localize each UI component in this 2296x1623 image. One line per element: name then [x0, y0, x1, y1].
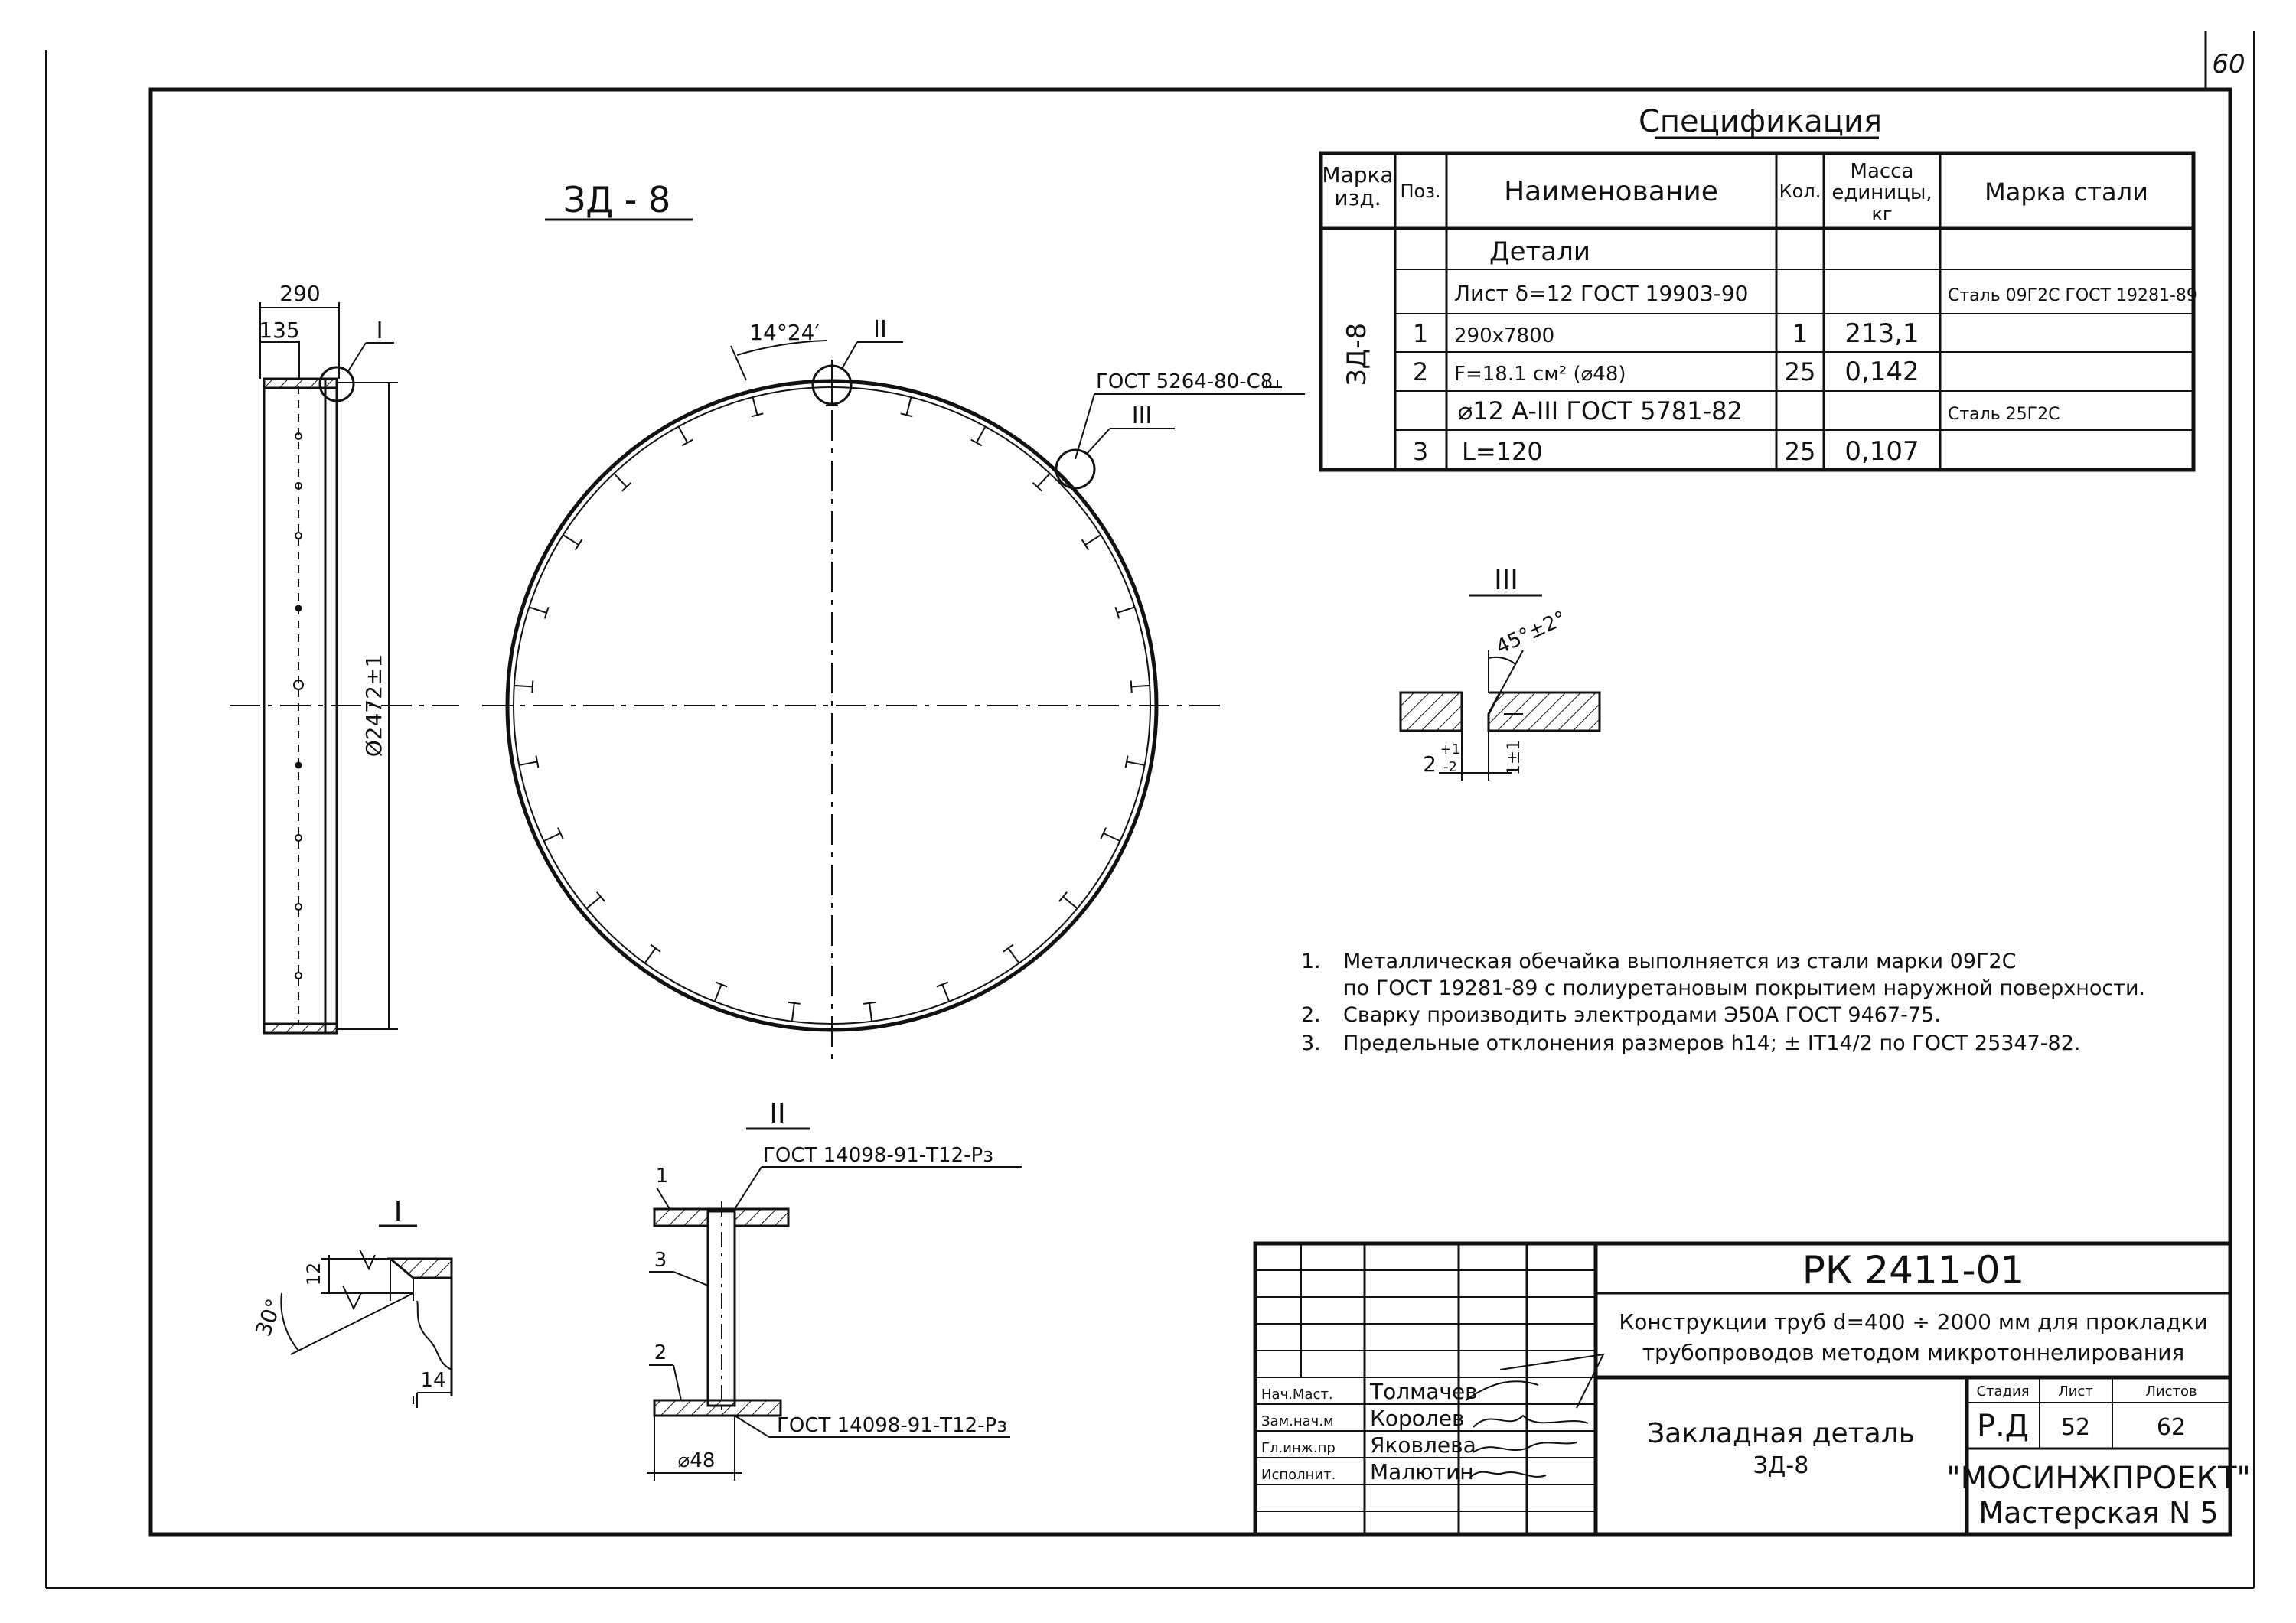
signature-1-icon	[1466, 1354, 1603, 1408]
stud-mark	[971, 426, 986, 445]
sheet-label: Лист	[2058, 1383, 2093, 1400]
spec-header-pos: Поз.	[1400, 181, 1441, 202]
detail-II-pos3: 3	[654, 1249, 667, 1272]
stud-mark	[644, 944, 660, 963]
detail-I-dim-14: 14	[420, 1369, 446, 1392]
spec-header-mark-2: изд.	[1334, 185, 1381, 210]
spec-row-mass: 0,107	[1844, 436, 1919, 467]
spec-header-mark-1: Марка	[1322, 162, 1394, 187]
callout-I-label: I	[376, 318, 383, 344]
stud-mark	[529, 607, 548, 618]
ring-view	[482, 316, 1305, 1064]
stud-mark	[519, 756, 538, 768]
spec-row-name: Лист δ=12 ГОСТ 19903-90	[1454, 281, 1749, 306]
note-text: Предельные отклонения размеров h14; ± IT14/2 по ГОСТ 25347-82.	[1343, 1031, 2081, 1055]
spec-title: Спецификация	[1638, 104, 1883, 139]
staff-name: Королев	[1370, 1406, 1465, 1431]
spec-row-name: ⌀12 A-III ГОСТ 5781-82	[1458, 396, 1743, 425]
ring-angle: 14°24′	[749, 320, 820, 345]
staff-role: Гл.инж.пр	[1261, 1440, 1336, 1456]
detail-III-root: 1±1	[1505, 739, 1524, 776]
detail-II-title: II	[769, 1098, 786, 1129]
stud-mark	[752, 397, 763, 416]
stage-label: Стадия	[1976, 1383, 2030, 1400]
dim-diameter: Ø2472±1	[361, 653, 386, 758]
spec-row-steel: Сталь 25Г2С	[1948, 405, 2060, 424]
spec-row-qty: 25	[1784, 437, 1816, 466]
spec-row-qty: 1	[1792, 319, 1808, 348]
spec-row-pos: 1	[1412, 319, 1429, 348]
note-text: по ГОСТ 19281-89 с полиуретановым покрытием наружной поверхности.	[1343, 976, 2146, 1000]
note-text: Сварку производить электродами Э50А ГОСТ 9467-75.	[1343, 1003, 1941, 1027]
stud-mark	[1082, 535, 1101, 550]
stud-mark	[586, 892, 605, 908]
staff-name: Яковлева	[1370, 1432, 1476, 1458]
detail-III-angle: 45°±2°	[1492, 606, 1570, 660]
stage-value: Р.Д	[1976, 1409, 2030, 1444]
staff-name: Малютин	[1370, 1459, 1474, 1484]
organization: "МОСИНЖПРОЕКТ"	[1946, 1461, 2251, 1496]
notes	[1301, 950, 2145, 1055]
stud-mark	[1126, 756, 1145, 768]
stud-mark	[863, 1002, 876, 1022]
detail-I-dim-12: 12	[303, 1262, 325, 1286]
stud-mark	[679, 426, 693, 445]
ring-weld-note: ГОСТ 5264-80-С8	[1096, 370, 1274, 393]
stud-mark	[788, 1002, 801, 1022]
signature-4-icon	[1469, 1472, 1546, 1478]
detail-II-pos2: 2	[654, 1341, 667, 1364]
detail-III-gap-tol-top: +1	[1440, 741, 1461, 758]
dim-290: 290	[279, 281, 321, 306]
drawing-name-2: ЗД-8	[1753, 1452, 1809, 1479]
staff-role: Зам.нач.м	[1261, 1413, 1334, 1429]
detail-I-bevel	[390, 1259, 452, 1278]
detail-III-plate-left	[1401, 693, 1462, 731]
stud-mark	[1059, 892, 1078, 908]
staff-role: Исполнит.	[1261, 1467, 1336, 1483]
signature-3-icon	[1473, 1442, 1577, 1452]
callout-circle-III	[1056, 450, 1094, 488]
stud-mark	[544, 828, 563, 841]
stud-mark	[614, 474, 631, 491]
sheet-number: 60	[2212, 49, 2245, 80]
detail-II	[647, 1098, 1022, 1481]
spec-header-name: Наименование	[1504, 176, 1718, 207]
note-number: 1.	[1301, 950, 1321, 973]
detail-I-title: I	[393, 1196, 403, 1227]
stud-mark	[1115, 607, 1134, 618]
spec-mark-value: ЗД-8	[1342, 322, 1372, 386]
stud-mark	[1033, 474, 1050, 491]
detail-III-gap-tol-bottom: -2	[1443, 759, 1457, 775]
sheets-label: Листов	[2145, 1383, 2197, 1400]
drawing-name-1: Закладная деталь	[1647, 1418, 1915, 1449]
sheet-value: 52	[2060, 1414, 2091, 1441]
detail-I	[250, 1196, 452, 1408]
callout-III-label: III	[1131, 402, 1153, 429]
staff-role: Нач.Маст.	[1261, 1387, 1333, 1403]
project-line-1: Конструкции труб d=400 ÷ 2000 мм для прокладки	[1619, 1309, 2208, 1335]
detail-III-gap: 2	[1423, 751, 1437, 777]
detail-II-weld-bottom: ГОСТ 14098-91-Т12-Рз	[777, 1414, 1008, 1437]
dim-135: 135	[259, 318, 300, 343]
callout-II-label: II	[873, 316, 887, 343]
drawing-code: РК 2411-01	[1802, 1248, 2025, 1292]
spec-header-mass-3: кг	[1871, 204, 1893, 225]
stud-mark	[715, 983, 727, 1002]
part-title: ЗД - 8	[563, 179, 671, 220]
note-number: 2.	[1301, 1003, 1321, 1027]
spec-row-name: L=120	[1462, 437, 1543, 466]
spec-header-steel: Марка стали	[1985, 178, 2148, 207]
stud-mark	[901, 397, 912, 416]
title-block	[1255, 1243, 2251, 1534]
spec-row-name: F=18.1 см² (⌀48)	[1454, 363, 1626, 386]
spec-row-mass: 0,142	[1844, 357, 1919, 387]
side-view	[230, 281, 459, 1033]
note-text: Металлическая обечайка выполняется из стали марки 09Г2С	[1343, 950, 2017, 973]
detail-II-dim: ⌀48	[677, 1449, 716, 1472]
spec-row-steel: Сталь 09Г2С ГОСТ 19281-89	[1948, 286, 2197, 305]
stud-mark	[1101, 828, 1120, 841]
staff-name: Толмачев	[1370, 1379, 1478, 1404]
stud-mark	[514, 680, 533, 693]
signature-2-icon	[1473, 1416, 1588, 1427]
detail-III-title: III	[1494, 565, 1518, 596]
stud-mark	[1003, 944, 1019, 963]
spec-header-mass-2: единицы,	[1831, 181, 1932, 204]
spec-row-qty: 25	[1784, 357, 1816, 386]
detail-I-angle: 30°	[250, 1295, 288, 1340]
note-number: 3.	[1301, 1031, 1321, 1055]
spec-header-qty: Кол.	[1779, 181, 1821, 202]
detail-III	[1401, 565, 1600, 781]
spec-row-pos: 2	[1412, 357, 1429, 386]
stud-mark	[937, 983, 949, 1002]
spec-group-label: Детали	[1489, 236, 1590, 267]
detail-III-plate-right	[1489, 693, 1600, 731]
specification-table	[1321, 104, 2197, 470]
project-line-2: трубопроводов методом микротоннелирования	[1642, 1340, 2185, 1365]
spec-row-pos: 3	[1412, 437, 1429, 466]
spec-header-mass-1: Масса	[1850, 160, 1914, 183]
stud-mark	[1131, 680, 1150, 693]
stud-mark	[563, 535, 582, 550]
spec-row-name: 290x7800	[1454, 324, 1555, 347]
sheets-value: 62	[2156, 1414, 2187, 1441]
detail-II-pos1: 1	[655, 1165, 669, 1188]
workshop: Мастерская N 5	[1978, 1496, 2219, 1530]
detail-II-weld-top: ГОСТ 14098-91-Т12-Рз	[763, 1144, 994, 1167]
spec-row-mass: 213,1	[1844, 318, 1919, 349]
detail-II-plate-bottom	[654, 1400, 781, 1416]
